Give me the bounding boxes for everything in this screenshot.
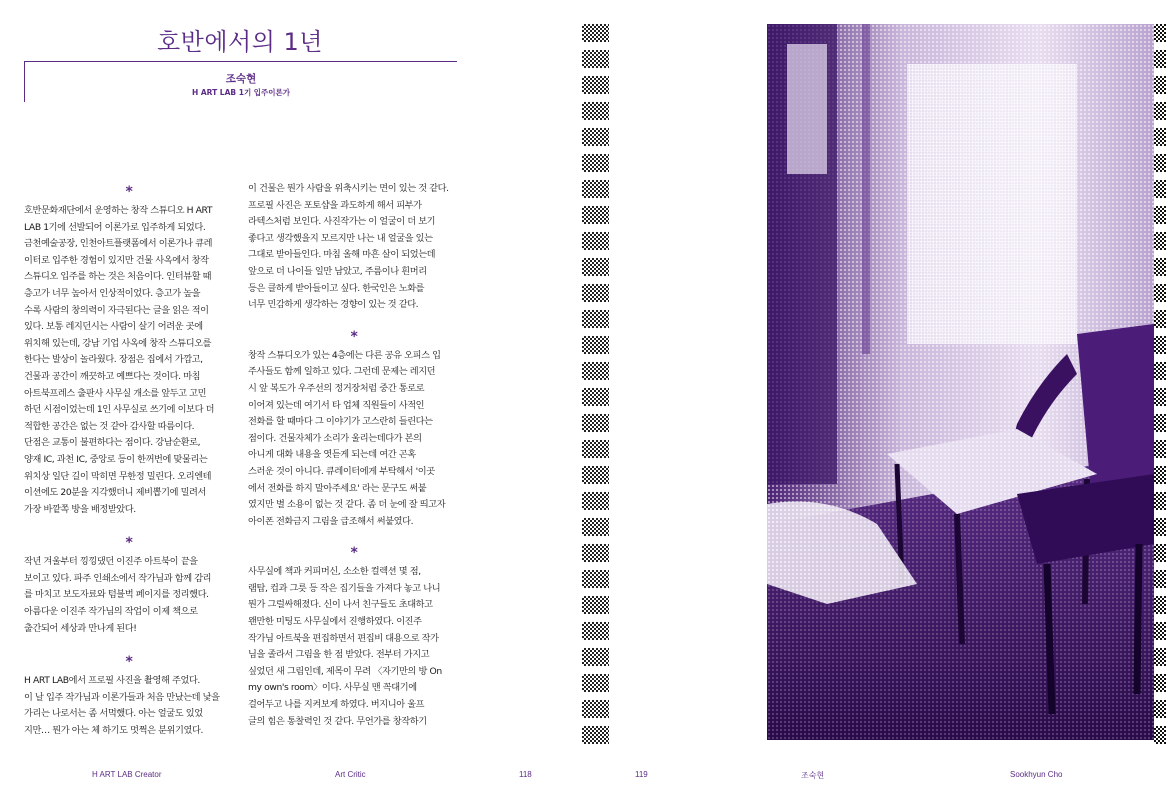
text-line: 적합한 공간은 없는 것 같아 감사할 따름이다. [24,420,195,432]
article-title: 호반에서의 1년 [156,28,323,56]
text-line: 싶었던 새 그림인데, 제목이 무려 〈자기만의 방 On [248,665,442,677]
text-line: 이어져 있는데 여기서 타 업체 직원들이 사적인 [248,399,425,411]
text-line: 아름다운 이진주 작가님의 작업이 이제 책으로 [24,606,198,618]
text-column-right [248,181,460,730]
text-line: 걸어두고 나를 지켜보게 하였다. 버지니아 울프 [248,699,425,711]
text-line: 프로필 사진은 포토샵을 과도하게 해서 피부가 [248,199,422,211]
footer-left-section: Art Critic [335,770,366,779]
text-line: 아이폰 전화금지 그림을 급조해서 써붙였다. [248,515,414,527]
text-line: 한다는 발상이 놀라웠다. 장점은 집에서 가깝고, [24,354,203,366]
text-line: 등은 클하게 받아들이고 싶다. 한국인은 노화를 [248,282,425,294]
text-line: 스러운 것이 아니다. 큐레이터에게 부탁해서 '이곳 [248,465,435,477]
text-line: 가장 바깥쪽 방을 배정받았다. [24,503,136,515]
footer-right-author-en: Sookhyun Cho [1010,770,1063,779]
text-line: 이터로 입주한 경험이 있지만 건물 사옥에서 창작 [24,254,209,266]
text-line: 스튜디오 입주를 하는 것은 처음이다. 인터뷰할 때 [24,271,212,283]
text-line: 좋다고 생각했을지 모르지만 나는 내 얼굴을 있는 [248,232,433,244]
text-column-left [24,185,234,740]
author-name: 조숙현 [225,73,257,85]
text-line: 작가님 아트북을 편집하면서 편집비 대용으로 작가 [248,632,439,644]
paragraph [248,181,460,314]
section-mark: * [350,328,358,345]
text-line: 층고가 너무 높아서 인상적이었다. 층고가 높을 [24,287,201,299]
text-line: 지만… 뭔가 아는 체 하기도 멋쩍은 분위기였다. [24,725,203,737]
text-line: 수록 사람의 창의력이 자극된다는 글을 읽은 적이 [24,304,209,316]
footer-right-author-ko: 조숙현 [801,771,825,780]
author-role: H ART LAB 1기 입주이론가 [191,88,291,97]
section-mark: * [125,184,133,200]
text-line: 님을 졸라서 그림을 한 점 받았다. 전부터 가지고 [248,649,430,661]
text-line: 있다. 보통 레지던시는 사람이 살기 어려운 곳에 [24,321,203,333]
halftone-photo [767,24,1154,740]
text-line: 램탑, 컵과 그릇 등 작은 집기들을 가져다 놓고 나니 [248,582,441,594]
text-line: 앞으로 더 나이들 일만 남았고, 주름이나 흰머리 [248,265,427,277]
text-line: 아니게 대화 내용을 엿듣게 되는데 여간 곤혹 [248,449,416,461]
text-line: LAB 1기에 선발되어 이론가로 입주하게 되었다. [24,221,206,233]
paragraph [24,203,234,518]
text-line: 하던 시점이었는데 1인 사무실로 쓰기에 이보다 더 [24,404,215,416]
paragraph [248,564,460,730]
author-box [24,61,457,102]
text-line: 단점은 교통이 불편하다는 점이다. 강남순환로, [24,437,201,449]
text-line: 보이고 있다. 파주 인쇄소에서 작가님과 함께 감리 [24,572,212,584]
page-number-left: 118 [519,770,532,779]
text-line: 위치상 일단 길이 막히면 무한정 밀린다. 오리엔테 [24,470,212,482]
footer-left-label: H ART LAB Creator [92,770,162,779]
text-line: 글의 힘은 통찰력인 것 같다. 무언가를 창작하기 [248,715,427,727]
text-line: 창작 스튜디오가 있는 4층에는 다른 공유 오피스 입 [248,349,441,361]
text-line: 그대로 받아들인다. 마침 올해 마흔 살이 되었는데 [248,249,436,261]
text-line: 너무 민감하게 생각하는 경향이 있는 것 같다. [248,299,419,311]
text-line: 위치해 있는데, 강남 기업 사옥에 창작 스튜디오를 [24,337,212,349]
text-line: 였지만 별 소용이 없는 것 같다. 좀 더 눈에 잘 띄고자 [248,499,446,511]
text-line: 출간되어 세상과 만나게 된다! [24,622,137,634]
paragraph [24,554,234,637]
text-line: 뭔가 그럴싸해졌다. 신이 나서 친구들도 초대하고 [248,599,433,611]
section-mark: * [125,654,133,671]
text-line: 라텍스처럼 보인다. 사진작가는 이 얼굴이 더 보기 [248,216,436,228]
text-line: 에서 전화를 하지 말아주세요' 라는 문구도 써붙 [248,482,427,494]
text-line: 점이다. 건물자체가 소리가 울리는데다가 본의 [248,432,422,444]
text-line: 이 날 입주 작가님과 이론가들과 처음 만났는데 낯을 [24,691,220,703]
text-line: 주사들도 함께 일하고 있다. 그런데 문제는 레지던 [248,366,436,378]
text-line: 금천예술공장, 인천아트플랫폼에서 이론가나 큐레 [24,238,213,250]
section-mark: * [125,535,133,552]
text-line: 왠만한 미팅도 사무실에서 진행하였다. 이진주 [248,616,422,628]
text-line: 사무실에 책과 커피머신, 소소한 컬렉션 몇 점, [248,566,421,578]
text-line: H ART LAB에서 프로필 사진을 촬영해 주었다. [24,675,200,687]
text-line: 이 건물은 뭔가 사람을 위축시키는 면이 있는 것 같다. [248,183,449,194]
text-line: 호반문화재단에서 운영하는 창작 스튜디오 H ART [24,205,213,216]
page-number-right: 119 [635,770,648,779]
text-line: 전화를 할 때마다 그 이야기가 고스란히 들린다는 [248,416,433,428]
text-line: 양재 IC, 과천 IC, 중앙로 등이 한꺼번에 맞물리는 [24,453,208,465]
text-line: 아트북프레스 출판사 사무실 개소를 앞두고 고민 [24,387,207,399]
paragraph [24,673,234,739]
text-line: my own's room〉이다. 사무실 맨 꼭대기에 [248,682,417,694]
paragraph [248,348,460,531]
checker-strip [582,24,609,752]
edge-checker-strip [1154,24,1166,759]
text-line: 가리는 나로서는 좀 서먹했다. 아는 얼굴도 있었 [24,708,203,720]
text-line: 를 마치고 보도자료와 텀블벅 페이지를 정리했다. [24,589,209,601]
section-mark: * [350,545,358,562]
text-line: 작년 겨울부터 낑낑댔던 이진주 아트북이 끝을 [24,556,198,568]
text-line: 이션에도 20분을 지각했더니 제비뽑기에 밀려서 [24,487,206,499]
text-line: 시 앞 복도가 우주선의 정거장처럼 중간 통로로 [248,382,425,394]
text-line: 건물과 공간이 깨끗하고 예쁘다는 것이다. 마침 [24,370,201,382]
